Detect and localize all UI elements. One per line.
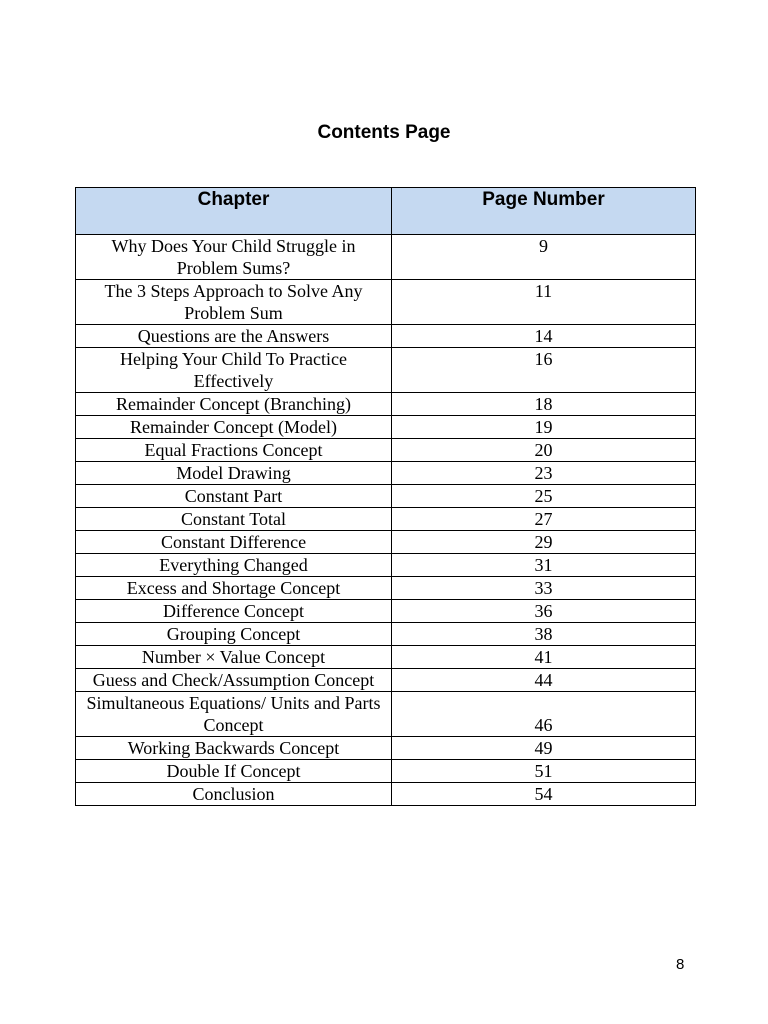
chapter-page: 31 [392, 554, 696, 577]
table-row [76, 760, 696, 783]
chapter-page: 46 [392, 692, 696, 737]
table-row [76, 623, 696, 646]
chapter-page: 38 [392, 623, 696, 646]
table-row [76, 485, 696, 508]
chapter-title: Constant Part [76, 485, 392, 508]
chapter-title: Simultaneous Equations/ Units and Parts Concept [76, 692, 392, 737]
table-row [76, 737, 696, 760]
chapter-title: Everything Changed [76, 554, 392, 577]
table-row [76, 669, 696, 692]
table-row [76, 646, 696, 669]
table-row [76, 600, 696, 623]
chapter-page: 41 [392, 646, 696, 669]
chapter-title: Constant Total [76, 508, 392, 531]
table-row [76, 554, 696, 577]
chapter-title: Conclusion [76, 783, 392, 806]
chapter-page: 16 [392, 348, 696, 393]
page-number-column-header: Page Number [392, 188, 696, 235]
chapter-page: 27 [392, 508, 696, 531]
chapter-page: 18 [392, 393, 696, 416]
chapter-page: 49 [392, 737, 696, 760]
chapter-title: Difference Concept [76, 600, 392, 623]
contents-table [75, 187, 696, 806]
chapter-page: 36 [392, 600, 696, 623]
chapter-page: 33 [392, 577, 696, 600]
table-row [76, 692, 696, 737]
table-header-row [76, 188, 696, 235]
chapter-title: Number × Value Concept [76, 646, 392, 669]
chapter-title: Remainder Concept (Model) [76, 416, 392, 439]
page-number: 8 [676, 956, 685, 973]
chapter-title: Questions are the Answers [76, 325, 392, 348]
chapter-title: Why Does Your Child Struggle in Problem Sums? [76, 235, 392, 280]
table-row [76, 348, 696, 393]
chapter-page: 9 [392, 235, 696, 280]
chapter-column-header: Chapter [76, 188, 392, 235]
table-row [76, 325, 696, 348]
chapter-title: Equal Fractions Concept [76, 439, 392, 462]
table-row [76, 416, 696, 439]
chapter-title: Excess and Shortage Concept [76, 577, 392, 600]
chapter-page: 25 [392, 485, 696, 508]
table-row [76, 393, 696, 416]
table-row [76, 531, 696, 554]
table-row [76, 280, 696, 325]
table-row [76, 439, 696, 462]
chapter-page: 44 [392, 669, 696, 692]
table-row [76, 235, 696, 280]
table-row [76, 508, 696, 531]
page-title: Contents Page [317, 122, 451, 143]
chapter-title: Double If Concept [76, 760, 392, 783]
chapter-title: Guess and Check/Assumption Concept [76, 669, 392, 692]
chapter-title: Constant Difference [76, 531, 392, 554]
chapter-page: 20 [392, 439, 696, 462]
chapter-title: Grouping Concept [76, 623, 392, 646]
chapter-page: 11 [392, 280, 696, 325]
table-row [76, 462, 696, 485]
chapter-page: 19 [392, 416, 696, 439]
chapter-page: 23 [392, 462, 696, 485]
chapter-page: 54 [392, 783, 696, 806]
chapter-title: Remainder Concept (Branching) [76, 393, 392, 416]
chapter-title: The 3 Steps Approach to Solve Any Problem Sum [76, 280, 392, 325]
chapter-title: Helping Your Child To Practice Effectively [76, 348, 392, 393]
chapter-page: 29 [392, 531, 696, 554]
chapter-page: 51 [392, 760, 696, 783]
table-row [76, 577, 696, 600]
chapter-page: 14 [392, 325, 696, 348]
chapter-title: Working Backwards Concept [76, 737, 392, 760]
chapter-title: Model Drawing [76, 462, 392, 485]
table-row [76, 783, 696, 806]
